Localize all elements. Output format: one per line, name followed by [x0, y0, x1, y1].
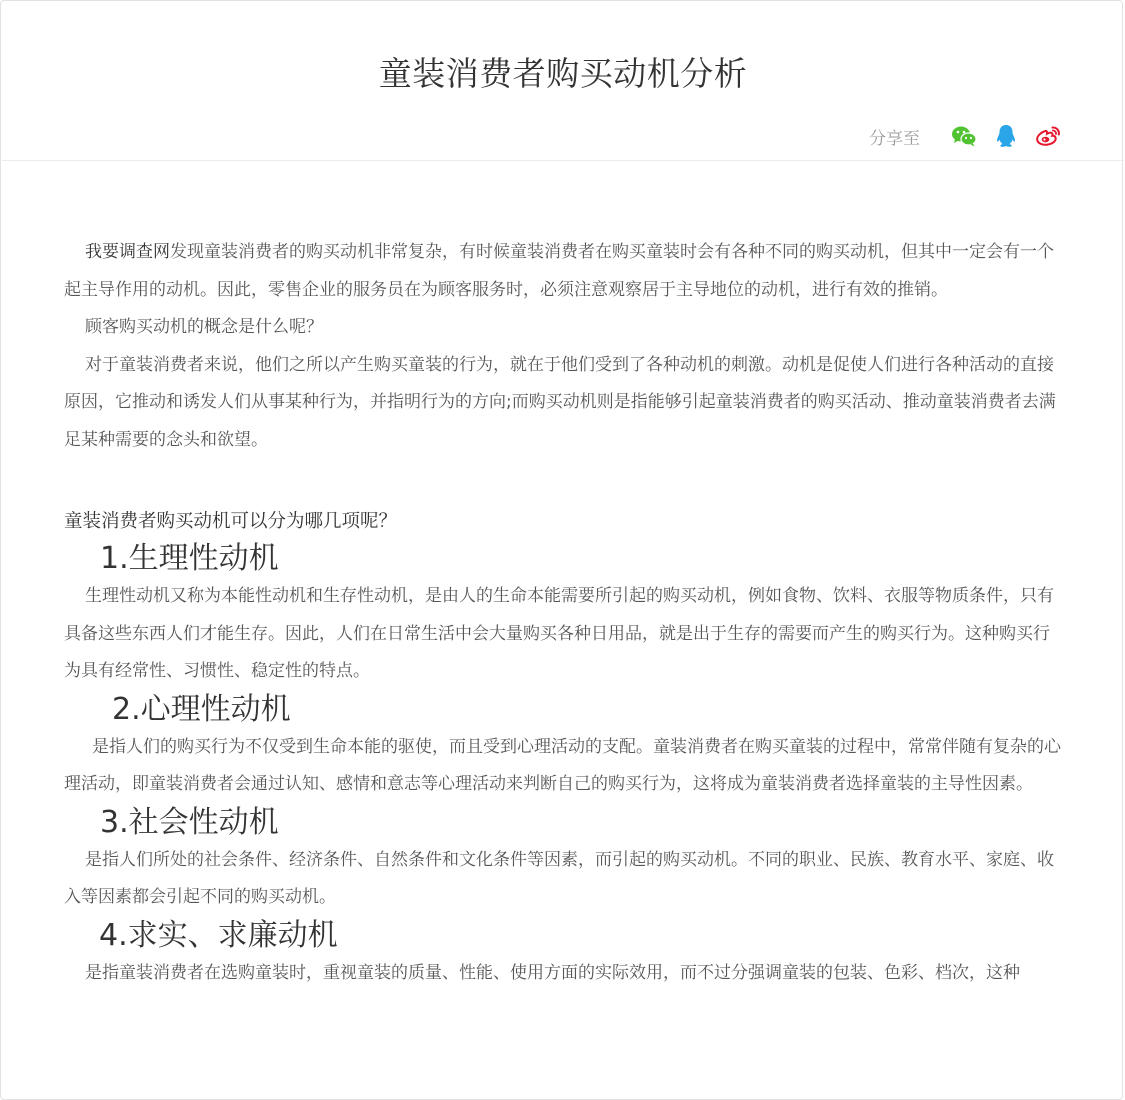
article-title: 童装消费者购买动机分析: [378, 54, 748, 93]
types-question: 童装消费者购买动机可以分为哪几项呢？: [64, 511, 398, 532]
concept-answer: 对于童装消费者来说，他们之所以产生购买童装的行为，就在于他们受到了各种动机的刺激。动机是促使人们进行各种活动的直接原因，它推动和诱发人们从事某种行为，并指明行为的方向;而购买动机则是指能够引起童装消费者的购买活动、推动童装消费者去满足某种需要的念头和欲望。: [64, 354, 1056, 450]
concept-question: 顾客购买动机的概念是什么呢？: [85, 317, 323, 337]
weibo-icon[interactable]: [1034, 122, 1062, 150]
section-body: 生理性动机又称为本能性动机和生存性动机，是由人的生命本能需要所引起的购买动机，例如食物、饮料、衣服等物质条件，只有具备这些东西人们才能生存。因此，人们在日常生活中会大量购买各种日用品，就是出于生存的需要而产生的购买行为。这种购买行为具有经常性、习惯性、稳定性的特点。: [64, 586, 1054, 681]
spacer: [64, 459, 1064, 503]
section-body: 是指童装消费者在选购童装时，重视童装的质量、性能、使用方面的实际效用，而不过分强调童装的包装、色彩、档次，这种: [85, 962, 1020, 983]
section-body: 是指人们的购买行为不仅受到生命本能的驱使，而且受到心理活动的支配。童装消费者在购买童装的过程中，常常伴随有复杂的心理活动，即童装消费者会通过认知、感情和意志等心理活动来判断自己的购买行为，这将成为童装消费者选择童装的主导性因素。: [64, 736, 1061, 794]
qq-icon[interactable]: [992, 122, 1020, 150]
section-heading: 2.心理性动机: [112, 691, 291, 727]
intro-paragraph: [64, 234, 1064, 309]
section-body: 是指人们所处的社会条件、经济条件、自然条件和文化条件等因素，而引起的购买动机。不同的职业、民族、教育水平、家庭、收入等因素都会引起不同的购买动机。: [64, 849, 1054, 907]
section-heading: 4.求实、求廉动机: [99, 917, 338, 953]
section-heading: 3.社会性动机: [100, 804, 279, 840]
wechat-icon[interactable]: [950, 122, 978, 150]
intro-site-link[interactable]: 我要调查网: [85, 242, 170, 262]
share-label: 分享至: [869, 128, 920, 149]
share-bar: [869, 122, 1062, 150]
section-heading: 1.生理性动机: [100, 541, 279, 576]
intro-text: 发现童装消费者的购买动机非常复杂，有时候童装消费者在购买童装时会有各种不同的购买动机，但其中一定会有一个起主导作用的动机。因此，零售企业的服务员在为顾客服务时，必须注意观察居于主导地位的动机，进行有效的推销。: [64, 242, 1054, 300]
article-header: [2, 2, 1124, 161]
article-body: [64, 234, 1064, 992]
